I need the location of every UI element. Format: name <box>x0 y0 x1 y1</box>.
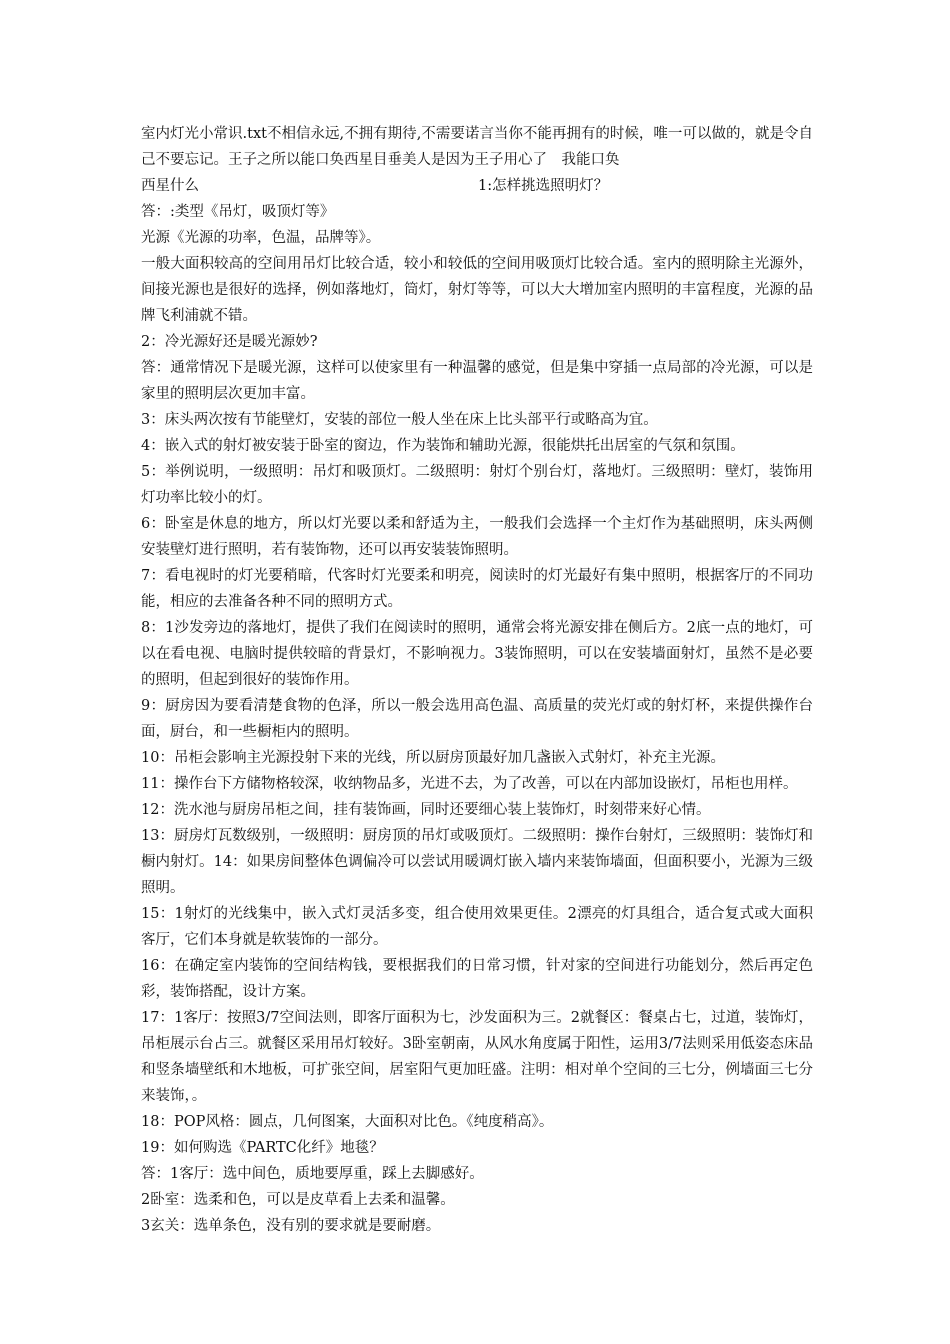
paragraph-item-13: 13：厨房灯瓦数级别，一级照明：厨房顶的吊灯或吸顶灯。二级照明：操作台射灯，三级照明：装饰灯和橱内射灯。14：如果房间整体色调偏冷可以尝试用暖调灯嵌入墙内来装饰墙面，但面积要小，光源为三级照明。 <box>141 828 813 896</box>
paragraph-answer-2: 答：通常情况下是暖光源，这样可以使家里有一种温馨的感觉，但是集中穿插一点局部的冷光源，可以是家里的照明层次更加丰富。 <box>141 360 813 402</box>
paragraph-item-9: 9：厨房因为要看清楚食物的色泽，所以一般会选用高色温、高质量的荧光灯或的射灯杯，来提供操作台面，厨台，和一些橱柜内的照明。 <box>141 698 813 740</box>
intro-paragraph: 室内灯光小常识.txt不相信永远,不拥有期待,不需要诺言当你不能再拥有的时候，唯一可以做的，就是令自己不要忘记。王子之所以能口奂西星目垂美人是因为王子用心了 我能口奂 <box>141 126 813 168</box>
paragraph-item-18: 18：POP风格：圆点，几何图案，大面积对比色。《纯度稍高》。 <box>141 1114 554 1130</box>
intro-tail-line <box>141 173 813 199</box>
paragraph-answer-1-type: 答：:类型《吊灯，吸顶灯等》 <box>141 204 335 220</box>
paragraph-question-19: 19：如何购选《PARTC化纤》地毯？ <box>141 1140 384 1156</box>
paragraph-item-8: 8：1沙发旁边的落地灯，提供了我们在阅读时的照明，通常会将光源安排在侧后方。2底一点的地灯，可以在看电视、电脑时提供较暗的背景灯，不影响视力。3装饰照明，可以在安装墙面射灯，虽然不是必要的照明，但起到很好的装饰作用。 <box>141 620 813 688</box>
paragraph-item-12: 12：洗水池与厨房吊柜之间，挂有装饰画，同时还要细心装上装饰灯，时刻带来好心情。 <box>141 802 711 818</box>
paragraph-answer-1-source: 光源《光源的功率，色温，品牌等》。 <box>141 230 381 246</box>
paragraph-answer-1-detail: 一般大面积较高的空间用吊灯比较合适，较小和较低的空间用吸顶灯比较合适。室内的照明除主光源外，间接光源也是很好的选择，例如落地灯，筒灯，射灯等等，可以大大增加室内照明的丰富程度，光源的品牌飞利浦就不错。 <box>141 256 813 324</box>
paragraph-item-5: 5：举例说明，一级照明：吊灯和吸顶灯。二级照明：射灯个别台灯，落地灯。三级照明：壁灯，装饰用灯功率比较小的灯。 <box>141 464 813 506</box>
paragraph-item-15: 15：1射灯的光线集中，嵌入式灯灵活多变，组合使用效果更佳。2漂亮的灯具组合，适合复式或大面积客厅，它们本身就是软装饰的一部分。 <box>141 906 813 948</box>
document-body <box>141 121 813 1239</box>
intro-tail-left: 西星什么 <box>141 178 199 194</box>
paragraph-item-6: 6：卧室是休息的地方，所以灯光要以柔和舒适为主，一般我们会选择一个主灯作为基础照明，床头两侧安装壁灯进行照明，若有装饰物，还可以再安装装饰照明。 <box>141 516 813 558</box>
paragraph-question-2: 2：冷光源好还是暖光源妙? <box>141 334 318 350</box>
paragraph-item-11: 11：操作台下方储物格较深，收纳物品多，光进不去，为了改善，可以在内部加设嵌灯，吊柜也用样。 <box>141 776 798 792</box>
paragraph-answer-19-living-room: 答：1客厅：选中间色，质地要厚重，踩上去脚感好。 <box>141 1166 484 1182</box>
paragraph-item-3: 3：床头两次按有节能壁灯，安装的部位一般人坐在床上比头部平行或略高为宜。 <box>141 412 658 428</box>
question-1-heading: 1:怎样挑选照明灯？ <box>478 178 609 194</box>
paragraph-item-10: 10：吊柜会影响主光源投射下来的光线，所以厨房顶最好加几盏嵌入式射灯，补充主光源。 <box>141 750 725 766</box>
paragraph-item-4: 4：嵌入式的射灯被安装于卧室的窗边，作为装饰和辅助光源，很能烘托出居室的气氛和氛围。 <box>141 438 745 454</box>
paragraph-item-17: 17：1客厅：按照3/7空间法则，即客厅面积为七，沙发面积为三。2就餐区：餐桌占七，过道，装饰灯，吊柜展示台占三。就餐区采用吊灯较好。3卧室朝南，从风水角度属于阳性，运用3/7法则采用低姿态床品和竖条墙壁纸和木地板，可扩张空间，居室阳气更加旺盛。注明：相对单个空间的三七分，例墙面三七分来装饰，。 <box>141 1010 813 1104</box>
paragraph-item-16: 16：在确定室内装饰的空间结构钱，要根据我们的日常习惯，针对家的空间进行功能划分，然后再定色彩，装饰搭配，设计方案。 <box>141 958 813 1000</box>
paragraph-item-7: 7：看电视时的灯光要稍暗，代客时灯光要柔和明亮，阅读时的灯光最好有集中照明，根据客厅的不同功能，相应的去准备各种不同的照明方式。 <box>141 568 813 610</box>
paragraph-answer-19-bedroom: 2卧室：选柔和色，可以是皮草看上去柔和温馨。 <box>141 1192 455 1208</box>
paragraph-answer-19-entryway: 3玄关：选单条色，没有别的要求就是要耐磨。 <box>141 1218 441 1234</box>
